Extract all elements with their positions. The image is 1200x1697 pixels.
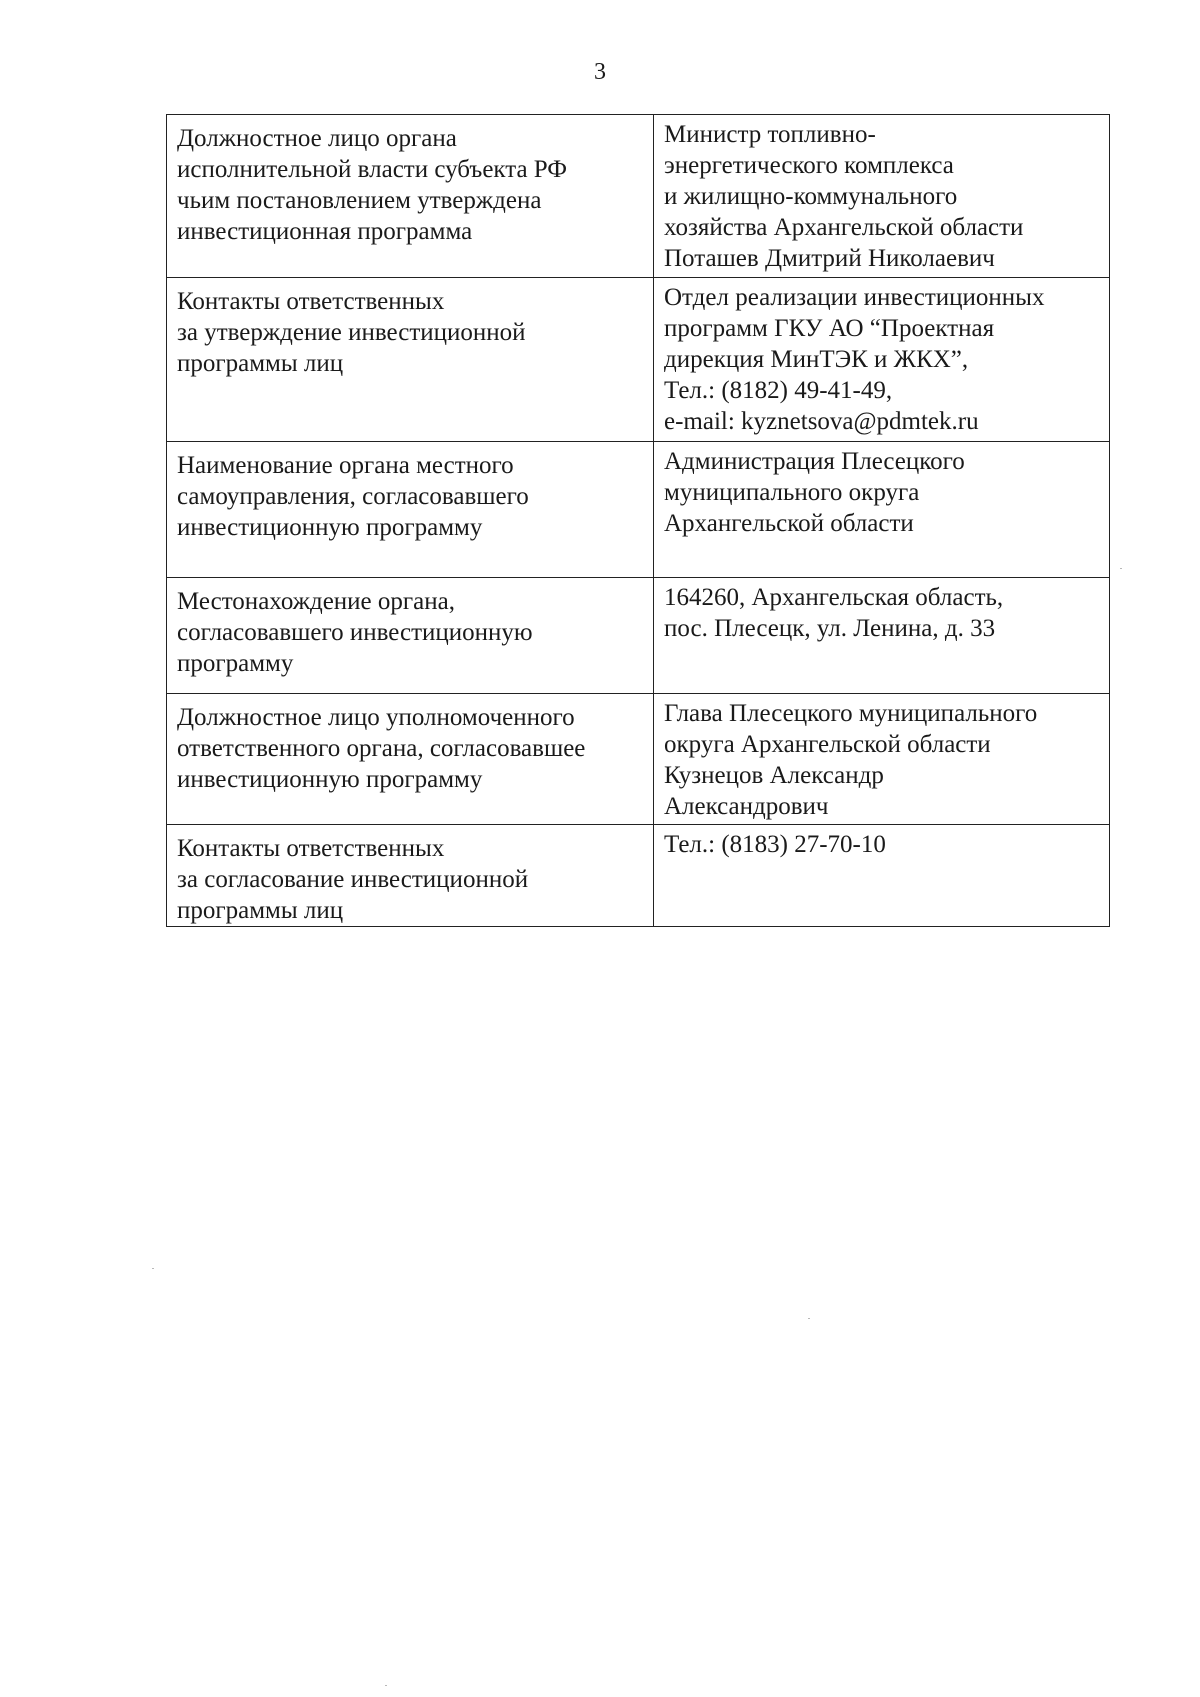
row-label-local-authority-name: Наименование органа местного самоуправления, согласовавшего инвестиционную программу	[167, 442, 654, 578]
table-row	[167, 825, 1110, 927]
row-value-local-authority-name: Администрация Плесецкого муниципального округа Архангельской области	[654, 442, 1110, 578]
row-label-contacts-approval: Контакты ответственных за утверждение инвестиционной программы лиц	[167, 278, 654, 442]
row-value-authority-location: 164260, Архангельская область, пос. Плесецк, ул. Ленина, д. 33	[654, 578, 1110, 694]
row-value-official-agreeing: Глава Плесецкого муниципального округа Архангельской области Кузнецов Александр Александрович	[654, 694, 1110, 825]
row-label-official-approving: Должностное лицо органа исполнительной власти субъекта РФ чьим постановлением утверждена инвестиционная программа	[167, 115, 654, 278]
table-row	[167, 442, 1110, 578]
scan-speck	[152, 1268, 154, 1269]
table-row	[167, 115, 1110, 278]
row-value-contacts-agreement: Тел.: (8183) 27-70-10	[654, 825, 1110, 927]
scan-speck	[385, 1685, 387, 1686]
row-label-authority-location: Местонахождение органа, согласовавшего инвестиционную программу	[167, 578, 654, 694]
scan-speck	[808, 1318, 810, 1319]
table-row	[167, 278, 1110, 442]
info-table	[166, 114, 1110, 927]
page-number: 3	[594, 59, 606, 85]
row-value-contacts-approval: Отдел реализации инвестиционных программ ГКУ АО “Проектная дирекция МинТЭК и ЖКХ”, Тел.: (8182) 49-41-49, e-mail: kyznetsova@pdmtek.ru	[654, 278, 1110, 442]
table-row	[167, 694, 1110, 825]
scan-speck	[1120, 568, 1122, 569]
row-label-official-agreeing: Должностное лицо уполномоченного ответственного органа, согласовавшее инвестиционную программу	[167, 694, 654, 825]
row-label-contacts-agreement: Контакты ответственных за согласование инвестиционной программы лиц	[167, 825, 654, 927]
row-value-official-approving: Министр топливно- энергетического комплекса и жилищно-коммунального хозяйства Архангельской области Поташев Дмитрий Николаевич	[654, 115, 1110, 278]
table-row	[167, 578, 1110, 694]
